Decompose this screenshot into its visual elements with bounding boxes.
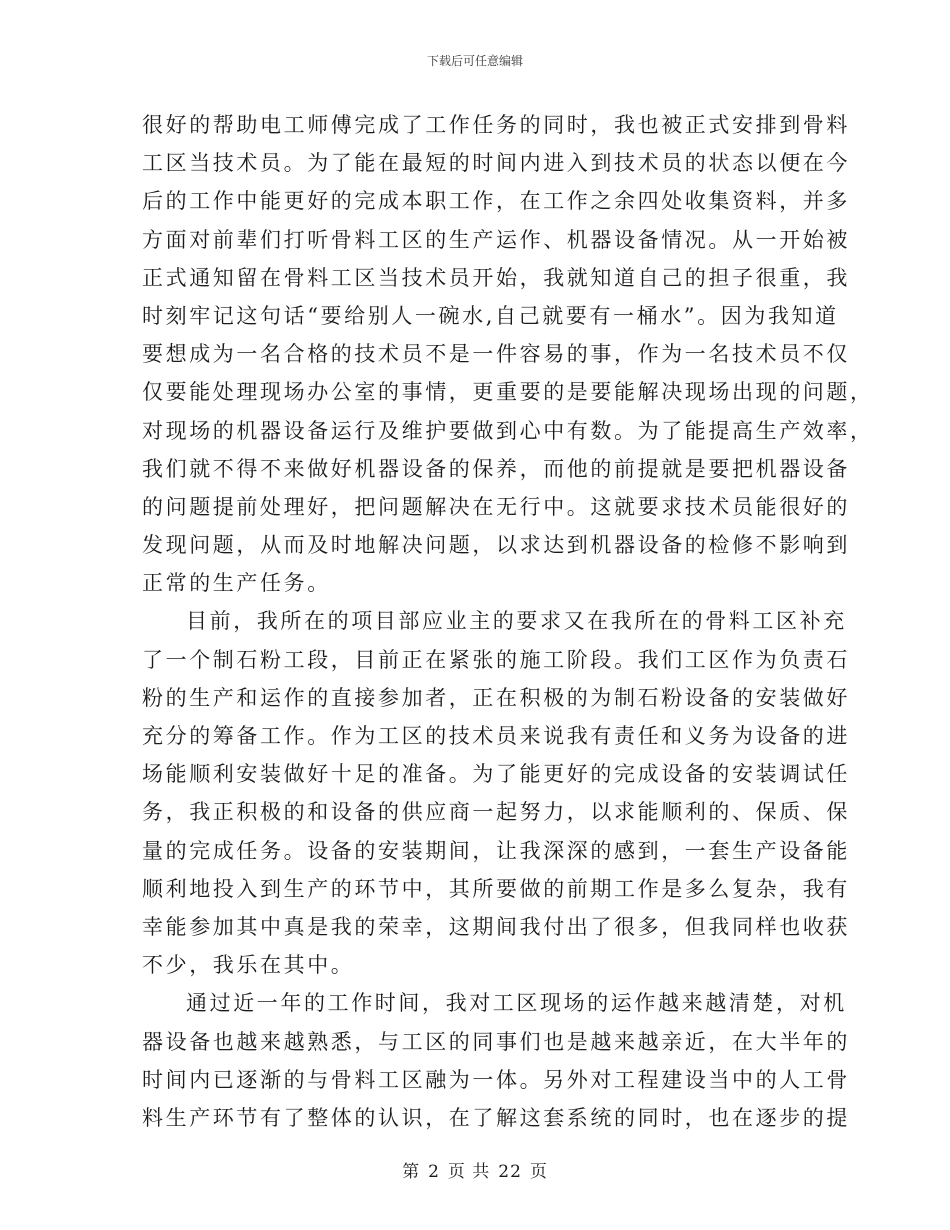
text-line: 了一个制石粉工段，目前正在紧张的施工阶段。我们工区作为负责石 — [142, 647, 850, 672]
text-line: 我们就不得不来做好机器设备的保养，而他的前提就是要把机器设备 — [142, 456, 850, 481]
page-footer — [0, 1157, 950, 1182]
text-line: 对现场的机器设备运行及维护要做到心中有数。为了能提高生产效率， — [142, 418, 874, 443]
text-line: 的问题提前处理好，把问题解决在无行中。这就要求技术员能很好的 — [142, 494, 850, 519]
text-line: 正常的生产任务。 — [142, 571, 331, 596]
page-number-middle: 页 共 — [447, 1162, 491, 1182]
text-line: 粉的生产和运作的直接参加者，正在积极的为制石粉设备的安装做好 — [142, 685, 850, 710]
paragraph — [142, 602, 850, 984]
page-header: 下载后可任意编辑 — [426, 54, 523, 68]
text-line: 很好的帮助电工师傅完成了工作任务的同时，我也被正式安排到骨料 — [142, 113, 850, 137]
paragraph — [142, 984, 850, 1137]
page-number: 2 — [428, 1162, 440, 1182]
text-line: 料生产环节有了整体的认识，在了解这套系统的同时，也在逐步的提 — [142, 1105, 850, 1130]
text-line: 器设备也越来越熟悉，与工区的同事们也是越来越亲近，在大半年的 — [142, 1029, 850, 1054]
text-line: 发现问题，从而及时地解决问题，以求达到机器设备的检修不影响到 — [142, 533, 850, 558]
text-line: 时刻牢记这句话“要给别人一碗水,自己就要有一桶水”。因为我知道 — [142, 303, 839, 328]
text-line: 目前，我所在的项目部应业主的要求又在我所在的骨料工区补充 — [186, 609, 847, 634]
text-line: 正式通知留在骨料工区当技术员开始，我就知道自己的担子很重，我 — [142, 265, 850, 290]
text-line: 方面对前辈们打听骨料工区的生产运作、机器设备情况。从一开始被 — [142, 227, 850, 252]
text-line: 仅要能处理现场办公室的事情，更重要的是要能解决现场出现的问题， — [142, 380, 874, 405]
paragraph — [142, 106, 874, 602]
body-text — [142, 106, 874, 1137]
text-line: 不少，我乐在其中。 — [142, 953, 355, 978]
text-line: 后的工作中能更好的完成本职工作，在工作之余四处收集资料，并多 — [142, 189, 850, 214]
text-line: 量的完成任务。设备的安装期间，让我深深的感到，一套生产设备能 — [142, 838, 850, 863]
text-line: 工区当技术员。为了能在最短的时间内进入到技术员的状态以便在今 — [142, 151, 850, 176]
page-number-suffix: 页 — [529, 1162, 548, 1182]
page-number-prefix: 第 — [402, 1162, 421, 1182]
text-line: 顺利地投入到生产的环节中，其所要做的前期工作是多么复杂，我有 — [142, 876, 850, 901]
page-total: 22 — [498, 1162, 522, 1182]
text-line: 充分的筹备工作。作为工区的技术员来说我有责任和义务为设备的进 — [142, 724, 850, 748]
text-line: 务，我正积极的和设备的供应商一起努力，以求能顺利的、保质、保 — [142, 800, 850, 825]
text-line: 要想成为一名合格的技术员不是一件容易的事，作为一名技术员不仅 — [142, 342, 850, 367]
text-line: 幸能参加其中真是我的荣幸，这期间我付出了很多，但我同样也收获 — [142, 914, 850, 939]
text-line: 场能顺利安装做好十足的准备。为了能更好的完成设备的安装调试任 — [142, 762, 850, 787]
text-line: 通过近一年的工作时间，我对工区现场的运作越来越清楚，对机 — [186, 991, 847, 1016]
text-line: 时间内已逐渐的与骨料工区融为一体。另外对工程建设当中的人工骨 — [142, 1067, 850, 1092]
